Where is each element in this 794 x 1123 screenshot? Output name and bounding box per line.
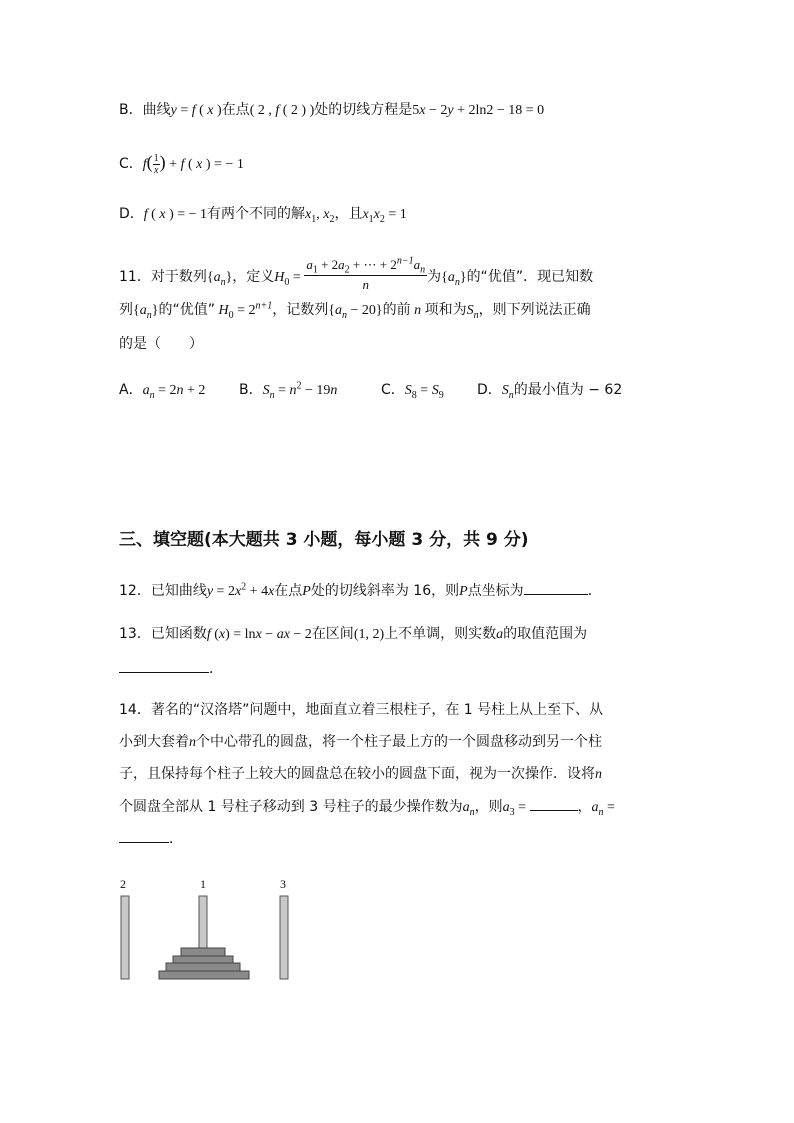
text: ，则下列说法正确 (478, 302, 591, 318)
option-label: D． (119, 206, 144, 222)
q14-line-4: 个圆盘全部从 1 号柱子移动到 3 号柱子的最少操作数为$a_n$，则$a_3$ = ，$a_n$ = (119, 796, 615, 818)
fraction: $\frac{a_1 + 2a_2 + \cdots + 2^{n-1}a_n}{n}$ (306, 255, 426, 292)
q11-option-a: A．$a_n = 2n + 2$ (119, 382, 206, 401)
text: 处的切线斜率为 16，则 (310, 583, 460, 599)
text: 项和为 (424, 302, 467, 318)
peg-right (280, 896, 288, 979)
q14-line-5: ． (119, 828, 183, 849)
peg-label-2: 2 (120, 877, 126, 891)
answer-blank[interactable] (524, 580, 588, 595)
q10-option-d: D．f ( x ) = − 1有两个不同的解$x_1$, $x_2$，且$x_1x_2 = 1$ (119, 206, 407, 225)
text: ，定义 (232, 269, 275, 285)
peg-label-3: 3 (280, 877, 286, 891)
q11-option-d: D．$S_n$的最小值为 − 62 (477, 382, 623, 401)
disk-1 (181, 948, 225, 956)
text: 在点 (221, 102, 250, 118)
disk-2 (173, 956, 233, 963)
option-label: C． (119, 156, 143, 172)
q10-option-b: B．曲线y = f ( x )在点( 2 , f ( 2 ) )处的切线方程是5x − 2y + 2ln2 − 18 = 0 (119, 102, 545, 118)
question-number: 11．对于数列 (119, 269, 207, 285)
q14-line-1: 14．著名的“汉洛塔”问题中，地面直立着三根柱子，在 1 号柱上从上至下、从 (119, 702, 604, 718)
answer-blank[interactable] (119, 658, 209, 673)
q11-option-c: C．$S_8 = S_9$ (381, 382, 444, 401)
q13: 13．已知函数f (x) = lnx − ax − 2在区间(1, 2)上不单调，则实数a的取值范围为 (119, 626, 588, 642)
disk-3 (166, 963, 240, 971)
peg-label-1: 1 (200, 877, 206, 891)
q11-line-3: 的是（ ） (119, 336, 203, 352)
text: 有两个不同的解 (207, 206, 306, 222)
question-number: 12．已知曲线 (119, 583, 207, 599)
q10-option-c: C．f( $\frac{1}{x}$ ) + f ( x ) = − 1 (119, 152, 244, 176)
text: 在区间 (311, 626, 354, 642)
q13-answer-line: ． (119, 658, 223, 679)
peg-middle (199, 896, 207, 948)
question-number: 13．已知函数 (119, 626, 207, 642)
text: 处的切线方程是 (314, 102, 413, 118)
section-heading: 三、填空题(本大题共 3 小题，每小题 3 分，共 9 分) (119, 530, 529, 550)
text: 在点 (274, 583, 303, 599)
text: 的“优值”．现已知数 (466, 269, 594, 285)
text: 的取值范围为 (503, 626, 588, 642)
q12: 12．已知曲线$y = 2x^2 + 4x$在点P处的切线斜率为 16，则P点坐标为 ． (119, 581, 602, 599)
q14-line-2: 小到大套着n个中心带孔的圆盘，将一个柱子最上方的一个圆盘移动到另一个柱 (119, 734, 602, 750)
peg-left (121, 896, 129, 979)
q11-line-2: 列$\{a_n\}$的“优值” $H_0 = 2^{n+1}$，记数列$\{a_n - 20\}$的前 n 项和为$S_n$，则下列说法正确 (119, 300, 591, 321)
option-label: B．曲线 (119, 102, 171, 118)
text: 上不单调，则实数 (384, 626, 497, 642)
text: 的“优值” (158, 302, 215, 318)
q11-line-1: 11．对于数列$\{a_n\}$，定义$H_0$ = $\frac{a_1 + 2a_2 + \cdots + 2^{n-1}a_n}{n}$ 为$\{a_n\}$的“优值”．现已知数 (119, 255, 594, 292)
text: ，记数列 (272, 302, 329, 318)
text: 为 (427, 269, 442, 285)
math-expr: = − 1 (214, 157, 244, 172)
hanoi-figure (110, 876, 310, 986)
text: 的前 (382, 302, 411, 318)
q14-line-3: 子，且保持每个柱子上较大的圆盘总在较小的圆盘下面，视为一次操作．设将n (119, 766, 602, 782)
text: 点坐标为 (467, 583, 524, 599)
disk-4 (159, 971, 249, 979)
text: 列 (119, 302, 133, 318)
math-expr: y (170, 103, 177, 118)
answer-blank[interactable] (119, 828, 169, 843)
fraction: $\frac{1}{x}$ (153, 152, 159, 176)
answer-blank[interactable] (530, 796, 578, 811)
q11-option-b: B．$S_n = n^2 - 19n$ (239, 380, 338, 401)
text: ，且 (334, 206, 363, 222)
q11-options (119, 380, 622, 401)
